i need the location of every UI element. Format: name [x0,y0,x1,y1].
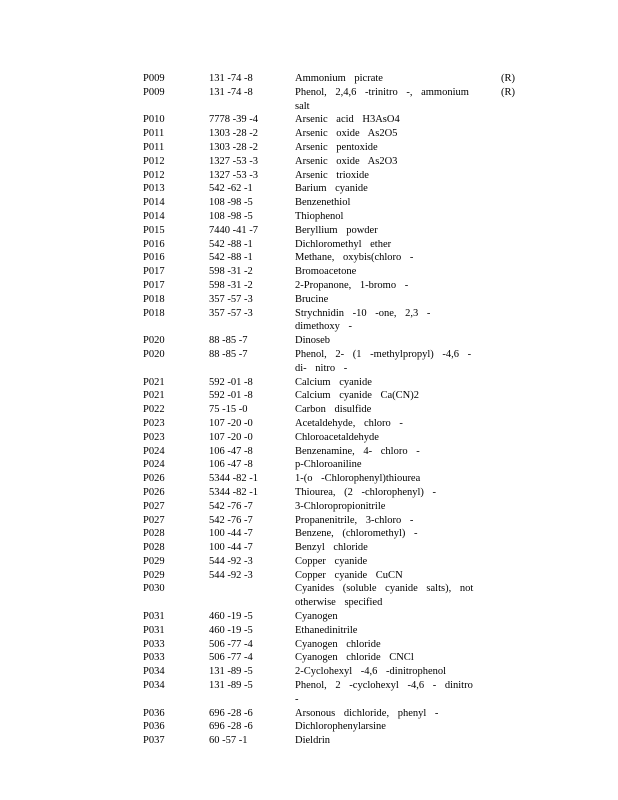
waste-code: P021 [143,376,165,388]
waste-code: P020 [143,335,165,347]
substance-name: Dichlorophenylarsine [295,721,386,733]
waste-code: P026 [143,473,165,485]
substance-name: Brucine [295,293,329,305]
cas-number: 542 -76 -7 [209,500,253,512]
table-row [143,224,523,238]
substance-name: Cyanides (soluble cyanide salts), not otherwise specified [295,583,474,609]
table-row [143,141,523,155]
hazard-flag [495,196,515,210]
waste-code: P010 [143,114,165,126]
waste-code: P034 [143,666,165,678]
hazard-flag [495,224,515,238]
cas-number: 131 -89 -5 [209,680,253,692]
substance-name: Arsenic oxide As2O5 [295,128,398,140]
table-row [143,251,523,265]
waste-code: P030 [143,583,165,595]
table-row [143,638,523,652]
substance-name: Cyanogen chloride CNCl [295,652,414,664]
waste-code: P026 [143,486,165,498]
cas-number: 106 -47 -8 [209,445,253,457]
substance-name: Dieldrin [295,735,330,747]
substance-name: Copper cyanide CuCN [295,569,403,581]
cas-number: 542 -76 -7 [209,514,253,526]
table-row [143,307,523,335]
table-row [143,113,523,127]
hazard-flag [495,514,515,528]
hazard-flag [495,127,515,141]
hazard-flag [495,486,515,500]
cas-number: 5344 -82 -1 [209,473,258,485]
hazard-flag [495,417,515,431]
waste-code: P033 [143,638,165,650]
waste-code: P014 [143,210,165,222]
substance-name: 2-Propanone, 1-bromo - [295,279,409,291]
cas-number: 1303 -28 -2 [209,141,258,153]
substance-name: Barium cyanide [295,183,368,195]
cas-number: 506 -77 -4 [209,638,253,650]
hazard-flag [495,610,515,624]
hazard-flag [495,679,515,707]
hazard-flag [495,182,515,196]
hazard-flag [495,141,515,155]
cas-number: 106 -47 -8 [209,459,253,471]
waste-code: P029 [143,569,165,581]
hazard-flag [495,334,515,348]
table-row [143,500,523,514]
table-row [143,348,523,376]
hazard-flag [495,541,515,555]
hazard-flag [495,403,515,417]
table-row [143,334,523,348]
hazard-flag [495,458,515,472]
substance-name: Carbon disulfide [295,404,372,416]
cas-number: 544 -92 -3 [209,555,253,567]
substance-name: Ethanedinitrile [295,624,358,636]
hazardous-waste-table [143,72,523,748]
substance-name: Phenol, 2- (1 -methylpropyl) -4,6 -di- nitro - [295,348,472,374]
waste-code: P036 [143,721,165,733]
substance-name: Beryllium powder [295,224,378,236]
cas-number: 592 -01 -8 [209,376,253,388]
waste-code: P016 [143,238,165,250]
table-row [143,720,523,734]
cas-number: 357 -57 -3 [209,307,253,319]
table-row [143,196,523,210]
cas-number: 5344 -82 -1 [209,486,258,498]
waste-code: P014 [143,197,165,209]
substance-name: 3-Chloropropionitrile [295,500,386,512]
substance-name: Copper cyanide [295,555,368,567]
substance-name: Calcium cyanide Ca(CN)2 [295,390,419,402]
cas-number: 107 -20 -0 [209,431,253,443]
hazard-flag [495,169,515,183]
waste-code: P034 [143,680,165,692]
table-row [143,610,523,624]
hazard-flag [495,624,515,638]
cas-number: 544 -92 -3 [209,569,253,581]
cas-number: 7440 -41 -7 [209,224,258,236]
table-row [143,293,523,307]
cas-number: 88 -85 -7 [209,335,248,347]
hazard-flag [495,307,515,335]
waste-code: P011 [143,141,165,153]
hazard-flag [495,555,515,569]
waste-code: P017 [143,266,165,278]
cas-number: 108 -98 -5 [209,197,253,209]
table-row [143,238,523,252]
table-row [143,169,523,183]
cas-number: 696 -28 -6 [209,707,253,719]
table-row [143,389,523,403]
cas-number: 100 -44 -7 [209,542,253,554]
substance-name: Ammonium picrate [295,73,383,84]
cas-number: 1327 -53 -3 [209,169,258,181]
cas-number: 598 -31 -2 [209,266,253,278]
waste-code: P029 [143,555,165,567]
substance-name: Benzene, (chloromethyl) - [295,528,418,540]
substance-name: Arsenic pentoxide [295,141,378,153]
waste-code: P023 [143,417,165,429]
table-row [143,210,523,224]
substance-name: Calcium cyanide [295,376,372,388]
cas-number: 598 -31 -2 [209,279,253,291]
waste-code: P016 [143,252,165,264]
table-row [143,582,523,610]
substance-name: Cyanogen chloride [295,638,381,650]
waste-code: P018 [143,293,165,305]
cas-number: 542 -88 -1 [209,252,253,264]
table-row [143,376,523,390]
substance-name: Thiourea, (2 -chlorophenyl) - [295,486,437,498]
table-row [143,472,523,486]
table-row [143,265,523,279]
cas-number: 131 -89 -5 [209,666,253,678]
hazard-flag [495,279,515,293]
cas-number: 357 -57 -3 [209,293,253,305]
substance-name: Chloroacetaldehyde [295,431,379,443]
substance-name: Benzyl chloride [295,542,368,554]
waste-code: P020 [143,348,165,360]
cas-number: 592 -01 -8 [209,390,253,402]
substance-name: Dichloromethyl ether [295,238,392,250]
waste-code: P031 [143,624,165,636]
table-row [143,665,523,679]
cas-number: 460 -19 -5 [209,611,253,623]
cas-number: 107 -20 -0 [209,417,253,429]
table-row [143,555,523,569]
hazard-flag [495,527,515,541]
substance-name: Bromoacetone [295,266,357,278]
hazard-flag [495,569,515,583]
table-row [143,127,523,141]
table-row [143,155,523,169]
substance-name: 1-(o -Chlorophenyl)thiourea [295,473,421,485]
waste-code: P021 [143,390,165,402]
waste-code: P028 [143,542,165,554]
hazard-flag [495,638,515,652]
cas-number: 100 -44 -7 [209,528,253,540]
table-row [143,541,523,555]
substance-name: Phenol, 2 -cyclohexyl -4,6 - dinitro - [295,680,473,705]
hazard-flag [495,155,515,169]
table-row [143,182,523,196]
table-row [143,458,523,472]
waste-code: P024 [143,459,165,471]
table-row [143,734,523,748]
substance-name: Strychnidin -10 -one, 2,3 -dimethoxy - [295,307,431,333]
waste-code: P036 [143,707,165,719]
hazard-flag [495,376,515,390]
hazard-flag [495,707,515,721]
substance-name: Methane, oxybis(chloro - [295,252,414,264]
table-row [143,431,523,445]
table-row [143,569,523,583]
table-row [143,403,523,417]
hazard-flag [495,445,515,459]
table-row [143,417,523,431]
substance-name: Arsenic trioxide [295,169,369,181]
waste-code: P013 [143,183,165,195]
table-row [143,527,523,541]
cas-number: 75 -15 -0 [209,404,248,416]
waste-code: P028 [143,528,165,540]
waste-code: P015 [143,224,165,236]
hazard-flag: (R) [501,73,515,84]
hazard-flag [495,389,515,403]
cas-number [209,582,295,610]
hazard-flag [495,472,515,486]
substance-name: Thiophenol [295,210,344,222]
waste-code: P033 [143,652,165,664]
cas-number: 506 -77 -4 [209,652,253,664]
table-row [143,72,523,86]
cas-number: 131 -74 -8 [209,73,253,84]
waste-code: P022 [143,404,165,416]
substance-name: p-Chloroaniline [295,459,362,471]
table-row [143,279,523,293]
substance-name: 2-Cyclohexyl -4,6 -dinitrophenol [295,666,447,678]
cas-number: 1303 -28 -2 [209,128,258,140]
hazard-flag [495,113,515,127]
table-row [143,486,523,500]
waste-code: P009 [143,86,165,98]
table-row [143,679,523,707]
waste-code: P027 [143,514,165,526]
waste-code: P017 [143,279,165,291]
table-row [143,86,523,114]
substance-name: Benzenamine, 4- chloro - [295,445,420,457]
hazard-flag [495,251,515,265]
cas-number: 542 -62 -1 [209,183,253,195]
waste-code: P011 [143,128,165,140]
waste-code: P037 [143,735,165,747]
waste-code: P023 [143,431,165,443]
table-row [143,707,523,721]
waste-code: P024 [143,445,165,457]
substance-name: Dinoseb [295,335,330,347]
cas-number: 1327 -53 -3 [209,155,258,167]
hazard-flag [495,651,515,665]
waste-code: P027 [143,500,165,512]
hazard-flag [495,238,515,252]
substance-name: Phenol, 2,4,6 -trinitro -, ammonium salt [295,86,469,112]
waste-code: P012 [143,155,165,167]
hazard-flag [495,720,515,734]
substance-name: Acetaldehyde, chloro - [295,417,403,429]
hazard-flag [495,734,515,748]
hazard-flag [495,665,515,679]
cas-number: 131 -74 -8 [209,86,253,98]
substance-name: Benzenethiol [295,197,351,209]
waste-code: P009 [143,73,165,84]
cas-number: 542 -88 -1 [209,238,253,250]
hazard-flag [495,210,515,224]
cas-number: 696 -28 -6 [209,721,253,733]
substance-name: Arsonous dichloride, phenyl - [295,707,439,719]
substance-name: Cyanogen [295,611,338,623]
hazard-flag [495,431,515,445]
hazard-flag: (R) [501,86,515,98]
waste-code: P018 [143,307,165,319]
cas-number: 460 -19 -5 [209,624,253,636]
waste-code: P031 [143,611,165,623]
substance-name: Arsenic acid H3AsO4 [295,114,400,126]
hazard-flag [495,265,515,279]
hazard-flag [495,348,515,376]
waste-code: P012 [143,169,165,181]
table-row [143,651,523,665]
cas-number: 88 -85 -7 [209,348,248,360]
substance-name: Arsenic oxide As2O3 [295,155,398,167]
hazard-flag [495,500,515,514]
table-row [143,514,523,528]
table-row [143,445,523,459]
hazard-flag [495,582,515,610]
substance-name: Propanenitrile, 3-chloro - [295,514,414,526]
table-row [143,624,523,638]
cas-number: 108 -98 -5 [209,210,253,222]
hazard-flag [495,293,515,307]
cas-number: 60 -57 -1 [209,735,248,747]
cas-number: 7778 -39 -4 [209,114,258,126]
